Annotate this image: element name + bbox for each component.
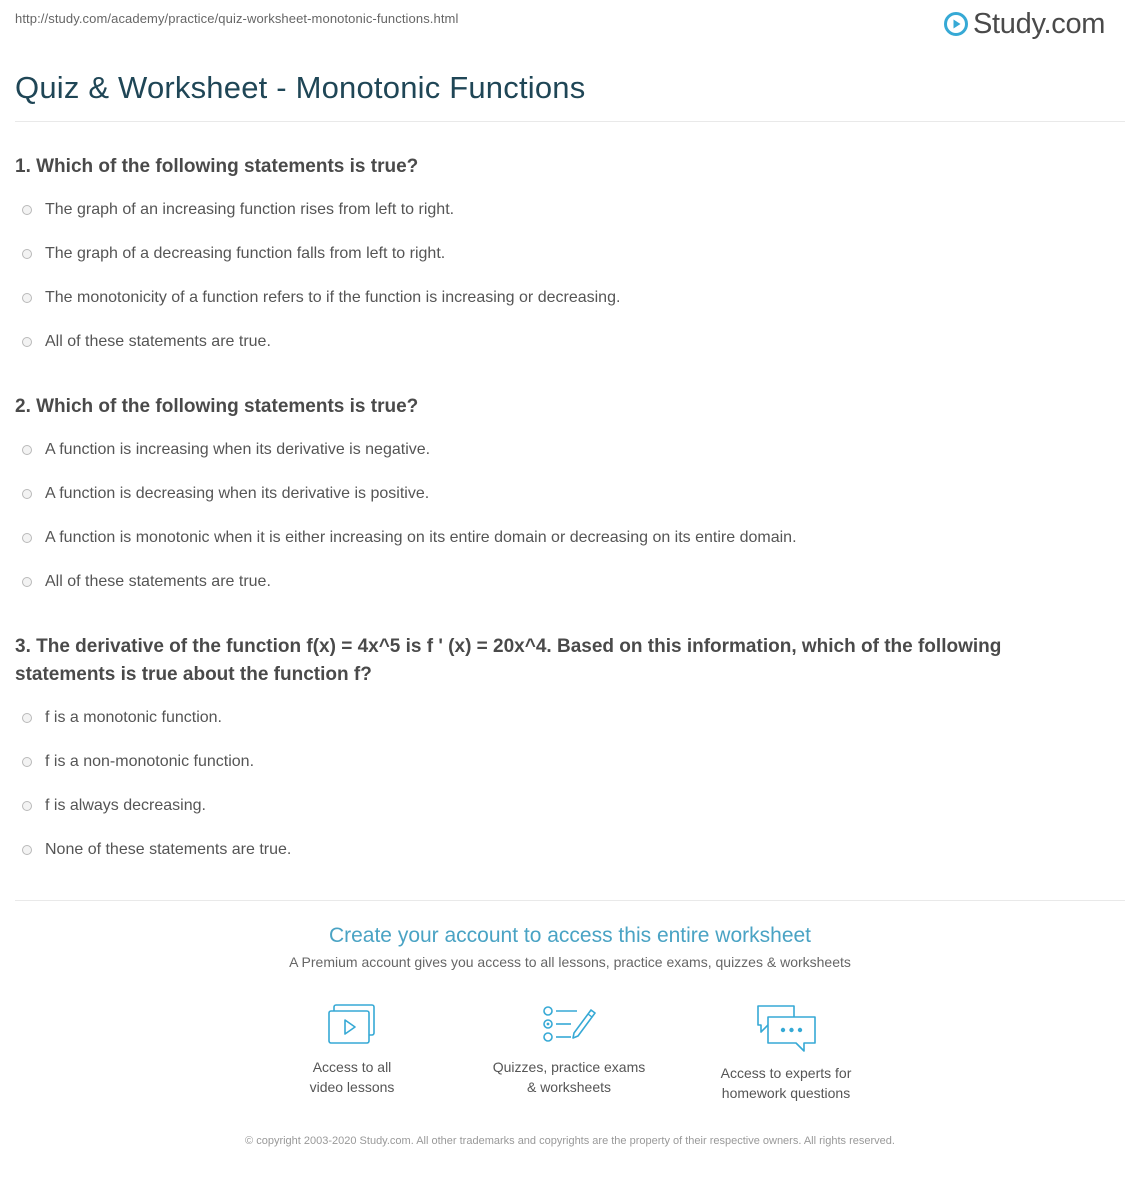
answer-option[interactable] [22, 840, 291, 860]
answer-option[interactable] [22, 484, 429, 504]
question-3-line-2: statements is true about the function f? [15, 664, 372, 685]
feature-quizzes [469, 1003, 669, 1097]
answer-text: A function is increasing when its derivative is negative. [45, 441, 431, 458]
feature-label [469, 1057, 669, 1097]
video-lessons-icon [326, 1003, 378, 1047]
quiz-checklist-icon [541, 1003, 597, 1047]
feature-experts [686, 1003, 886, 1103]
cta-subtitle: A Premium account gives you access to all lessons, practice exams, quizzes & worksheets [289, 954, 851, 970]
answer-text: None of these statements are true. [45, 841, 292, 858]
answer-text: f is always decreasing. [45, 797, 206, 814]
radio-button[interactable] [22, 337, 32, 347]
radio-button[interactable] [22, 801, 32, 811]
answer-text: A function is monotonic when it is either increasing on its entire domain or decreasing on its entire domain. [45, 529, 797, 546]
radio-button[interactable] [22, 757, 32, 767]
radio-button[interactable] [22, 845, 32, 855]
answer-option[interactable] [22, 200, 454, 220]
answer-option[interactable] [22, 708, 222, 728]
feature-label-line-1: Access to experts for [720, 1065, 852, 1081]
radio-button[interactable] [22, 249, 32, 259]
feature-label-line-1: Access to all [312, 1059, 392, 1075]
answer-option[interactable] [22, 440, 430, 460]
title-divider [15, 121, 1125, 122]
answer-option[interactable] [22, 244, 445, 264]
answer-option[interactable] [22, 796, 206, 816]
feature-label [252, 1057, 452, 1097]
question-3 [15, 633, 1115, 689]
logo-text: Study.com [973, 7, 1106, 40]
copyright-notice: © copyright 2003-2020 Study.com. All other trademarks and copyrights are the property of their respective owners. All rights reserved. [245, 1135, 895, 1147]
cta-title-link[interactable]: Create your account to access this entire worksheet [328, 924, 812, 947]
question-1: 1. Which of the following statements is true? [15, 156, 419, 177]
answer-option[interactable] [22, 288, 620, 308]
answer-text: The monotonicity of a function refers to if the function is increasing or decreasing. [45, 289, 621, 306]
answer-option[interactable] [22, 528, 797, 548]
expert-chat-icon [754, 1003, 818, 1053]
feature-label-line-2: video lessons [309, 1079, 395, 1095]
feature-label-line-2: homework questions [721, 1085, 851, 1101]
question-3-line-1: 3. The derivative of the function f(x) = 4x^5 is f ' (x) = 20x^4. Based on this information, which of the following [15, 636, 1002, 657]
answer-text: f is a monotonic function. [45, 709, 222, 726]
cta-divider [15, 900, 1125, 901]
radio-button[interactable] [22, 533, 32, 543]
page-url: http://study.com/academy/practice/quiz-worksheet-monotonic-functions.html [15, 11, 459, 26]
answer-option[interactable] [22, 752, 254, 772]
answer-text: A function is decreasing when its derivative is positive. [45, 485, 430, 502]
answer-text: The graph of a decreasing function falls from left to right. [45, 245, 446, 262]
feature-label-line-2: & worksheets [526, 1079, 612, 1095]
question-2: 2. Which of the following statements is true? [15, 396, 419, 417]
answer-text: f is a non-monotonic function. [45, 753, 255, 770]
radio-button[interactable] [22, 489, 32, 499]
page-title: Quiz & Worksheet - Monotonic Functions [15, 70, 586, 105]
radio-button[interactable] [22, 205, 32, 215]
feature-video-lessons [252, 1003, 452, 1097]
feature-label [686, 1063, 886, 1103]
radio-button[interactable] [22, 293, 32, 303]
answer-text: All of these statements are true. [45, 573, 271, 590]
radio-button[interactable] [22, 713, 32, 723]
answer-option[interactable] [22, 332, 271, 352]
answer-option[interactable] [22, 572, 271, 592]
play-circle-icon [944, 12, 968, 36]
radio-button[interactable] [22, 445, 32, 455]
studycom-logo[interactable] [944, 6, 1105, 42]
answer-text: All of these statements are true. [45, 333, 271, 350]
answer-text: The graph of an increasing function rises from left to right. [45, 201, 455, 218]
feature-label-line-1: Quizzes, practice exams [492, 1059, 646, 1075]
radio-button[interactable] [22, 577, 32, 587]
